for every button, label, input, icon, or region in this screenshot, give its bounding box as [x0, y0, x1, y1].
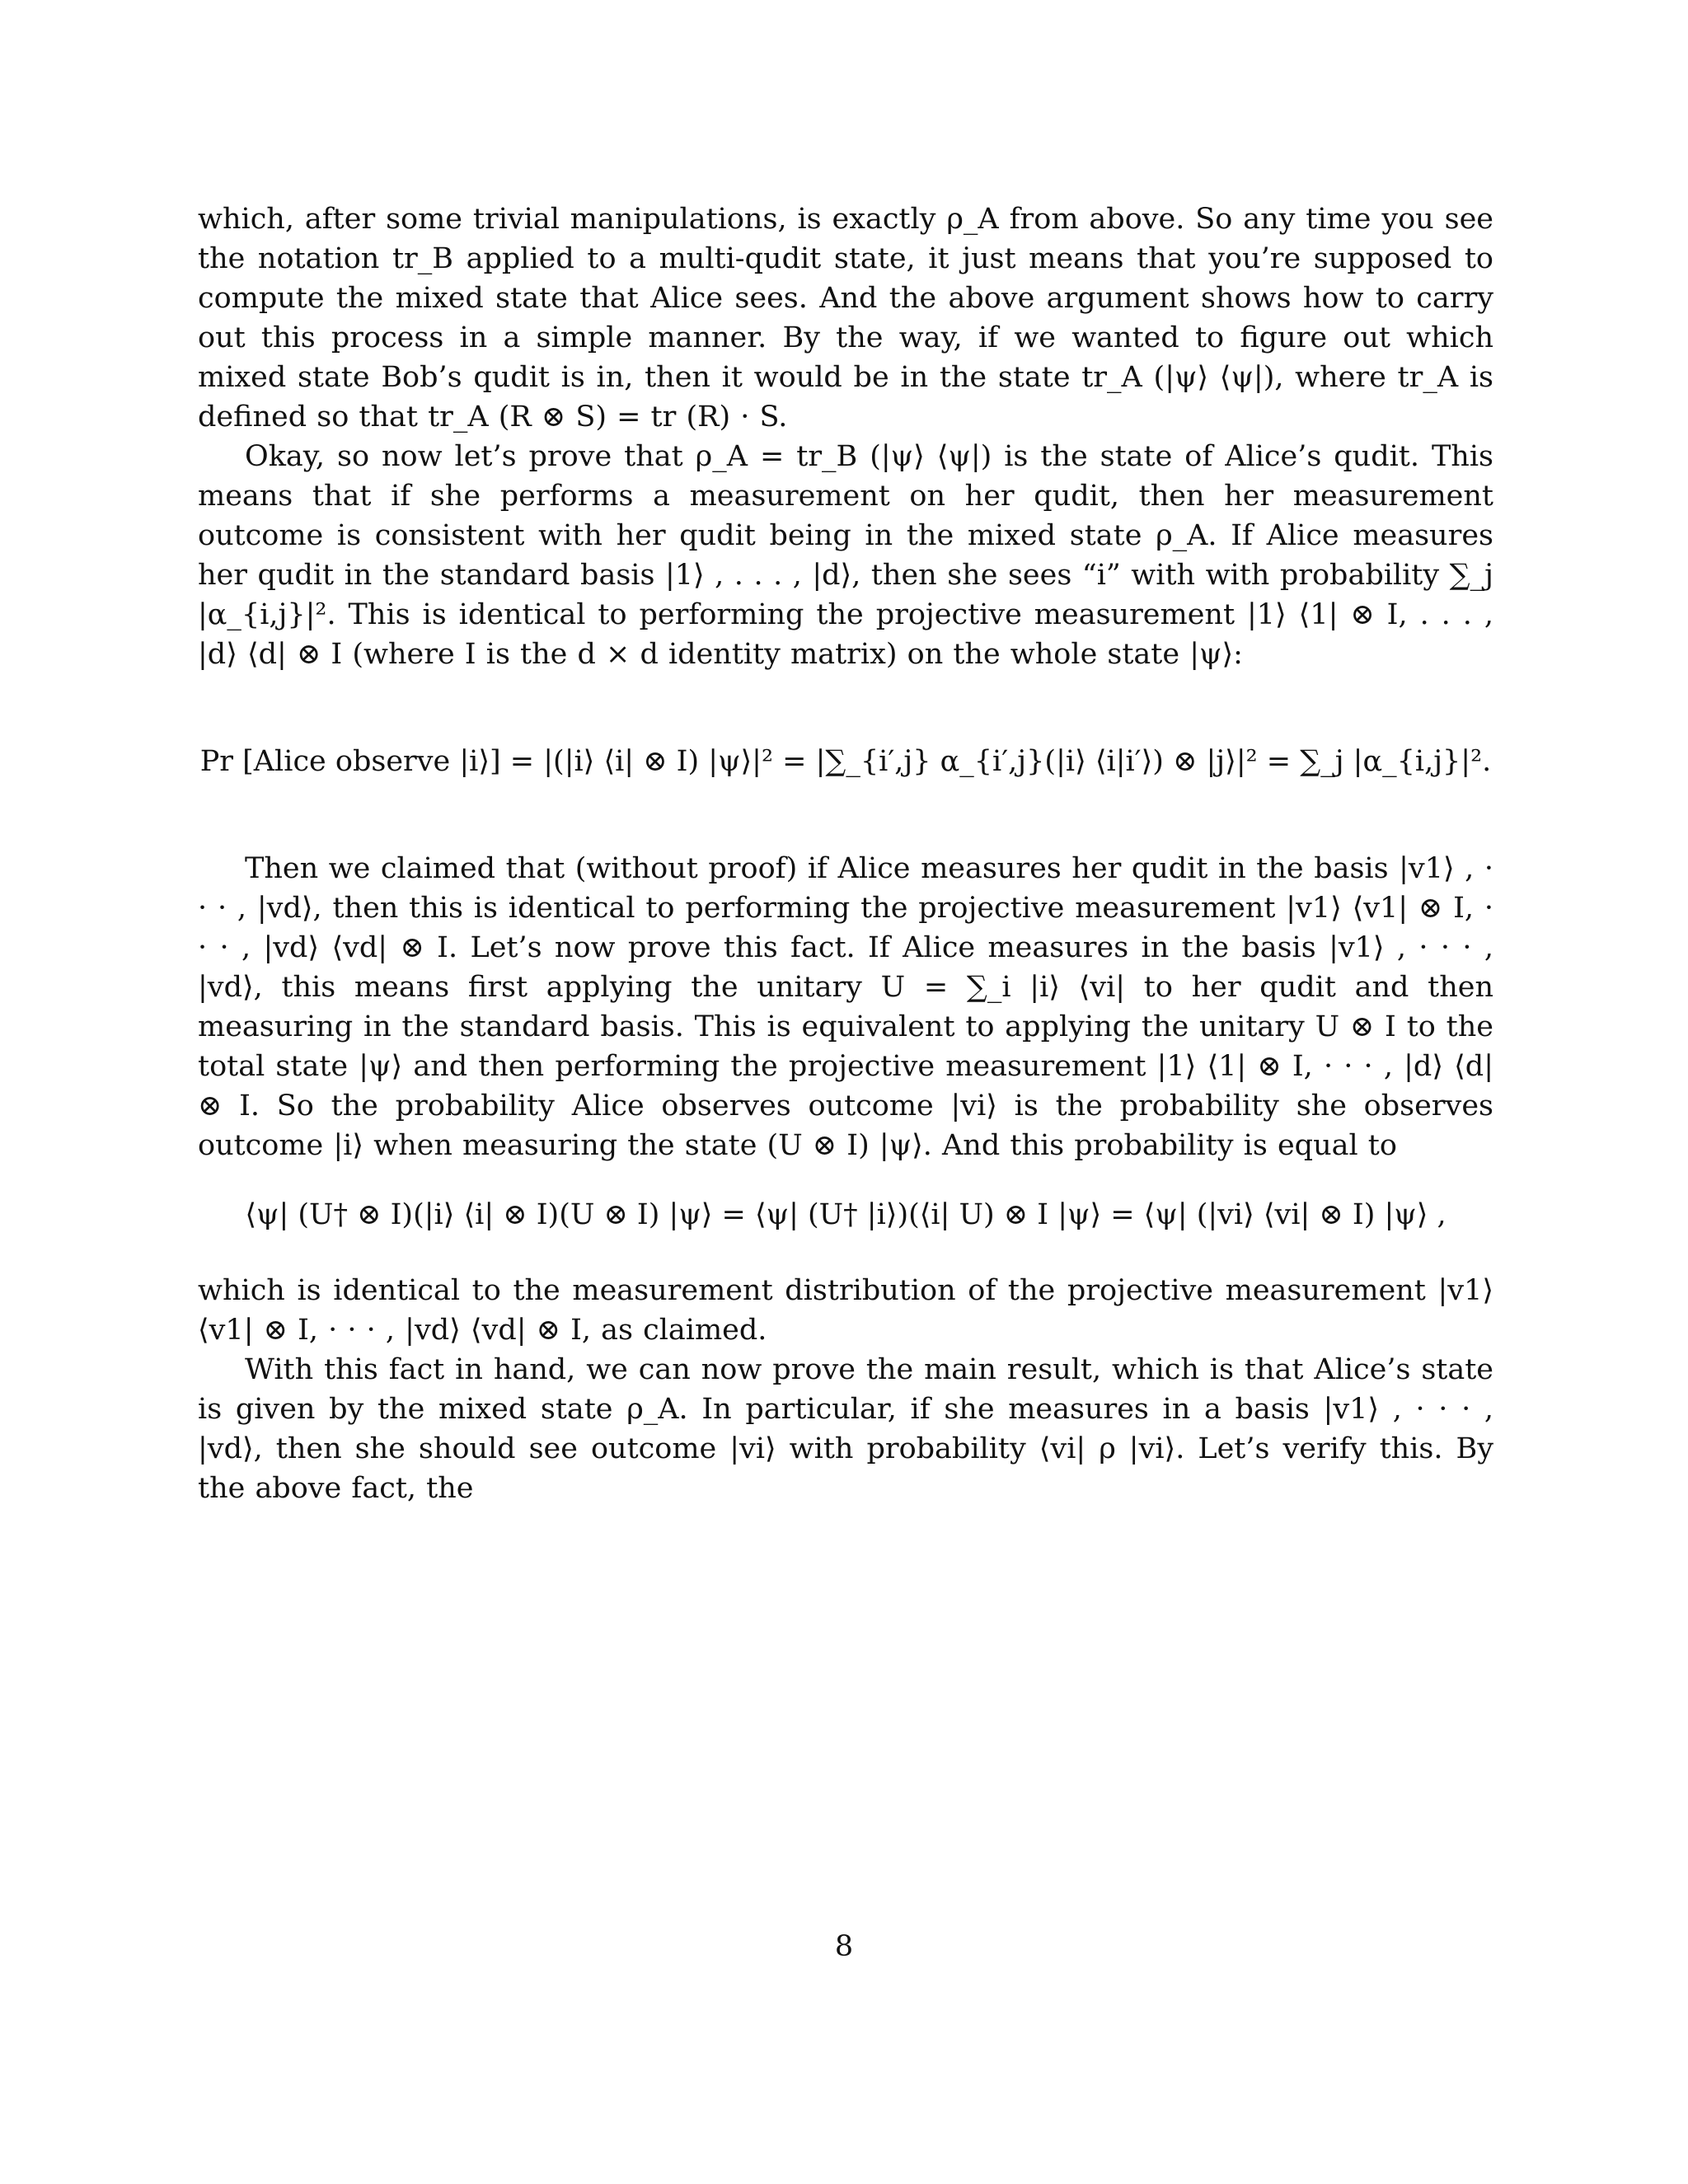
equation-probability-text: Pr [Alice observe |i⟩] = |(|i⟩ ⟨i| ⊗ I) |ψ⟩|² = |∑_{i′,j} α_{i′,j}(|i⟩ ⟨i|i′⟩) ⊗ |j⟩|² = ∑_j |α_{i,j}|².	[199, 745, 1492, 778]
paragraph-block-1	[198, 199, 1493, 674]
equation-probability	[198, 742, 1493, 781]
paragraph-1: which, after some trivial manipulations, is exactly ρ_A from above. So any time you see the notation tr_B applied to a multi-qudit state, it just means that you’re supposed to compute the mixed state that Alice sees. And the above argument shows how to carry out this process in a simple manner. By the way, if we wanted to figure out which mixed state Bob’s qudit is in, then it would be in the state tr_A (|ψ⟩ ⟨ψ|), where tr_A is defined so that tr_A (R ⊗ S) = tr (R) · S.	[198, 203, 1493, 434]
equation-unitary	[198, 1195, 1493, 1235]
paragraph-4: which is identical to the measurement distribution of the projective measurement |v1⟩ ⟨v1| ⊗ I, · · · , |vd⟩ ⟨vd| ⊗ I, as claimed.	[198, 1274, 1493, 1347]
paragraph-block-2	[198, 849, 1493, 1165]
page-number: 8	[834, 1930, 854, 1963]
paragraph-5: With this fact in hand, we can now prove the main result, which is that Alice’s state is given by the mixed state ρ_A. In particular, if she measures in a basis |v1⟩ , · · · , |vd⟩, then she should see outcome |vi⟩ with probability ⟨vi| ρ |vi⟩. Let’s verify this. By the above fact, the	[198, 1353, 1493, 1505]
paragraph-2: Okay, so now let’s prove that ρ_A = tr_B (|ψ⟩ ⟨ψ|) is the state of Alice’s qudit. This means that if she performs a measurement on her qudit, then her measurement outcome is consistent with her qudit being in the mixed state ρ_A. If Alice measures her qudit in the standard basis |1⟩ , . . . , |d⟩, then she sees “i” with with probability ∑_j |α_{i,j}|². This is identical to performing the projective measurement |1⟩ ⟨1| ⊗ I, . . . , |d⟩ ⟨d| ⊗ I (where I is the d × d identity matrix) on the whole state |ψ⟩:	[198, 440, 1493, 671]
paragraph-block-3	[198, 1271, 1493, 1508]
equation-unitary-text: ⟨ψ| (U† ⊗ I)(|i⟩ ⟨i| ⊗ I)(U ⊗ I) |ψ⟩ = ⟨ψ| (U† |i⟩)(⟨i| U) ⊗ I |ψ⟩ = ⟨ψ| (|vi⟩ ⟨vi| ⊗ I) |ψ⟩ ,	[245, 1198, 1447, 1231]
paragraph-3: Then we claimed that (without proof) if Alice measures her qudit in the basis |v1⟩ , · · · , |vd⟩, then this is identical to performing the projective measurement |v1⟩ ⟨v1| ⊗ I, · · · , |vd⟩ ⟨vd| ⊗ I. Let’s now prove this fact. If Alice measures in the basis |v1⟩ , · · · , |vd⟩, this means first applying the unitary U = ∑_i |i⟩ ⟨vi| to her qudit and then measuring in the standard basis. This is equivalent to applying the unitary U ⊗ I to the total state |ψ⟩ and then performing the projective measurement |1⟩ ⟨1| ⊗ I, · · · , |d⟩ ⟨d| ⊗ I. So the probability Alice observes outcome |vi⟩ is the probability she observes outcome |i⟩ when measuring the state (U ⊗ I) |ψ⟩. And this probability is equal to	[198, 852, 1493, 1162]
